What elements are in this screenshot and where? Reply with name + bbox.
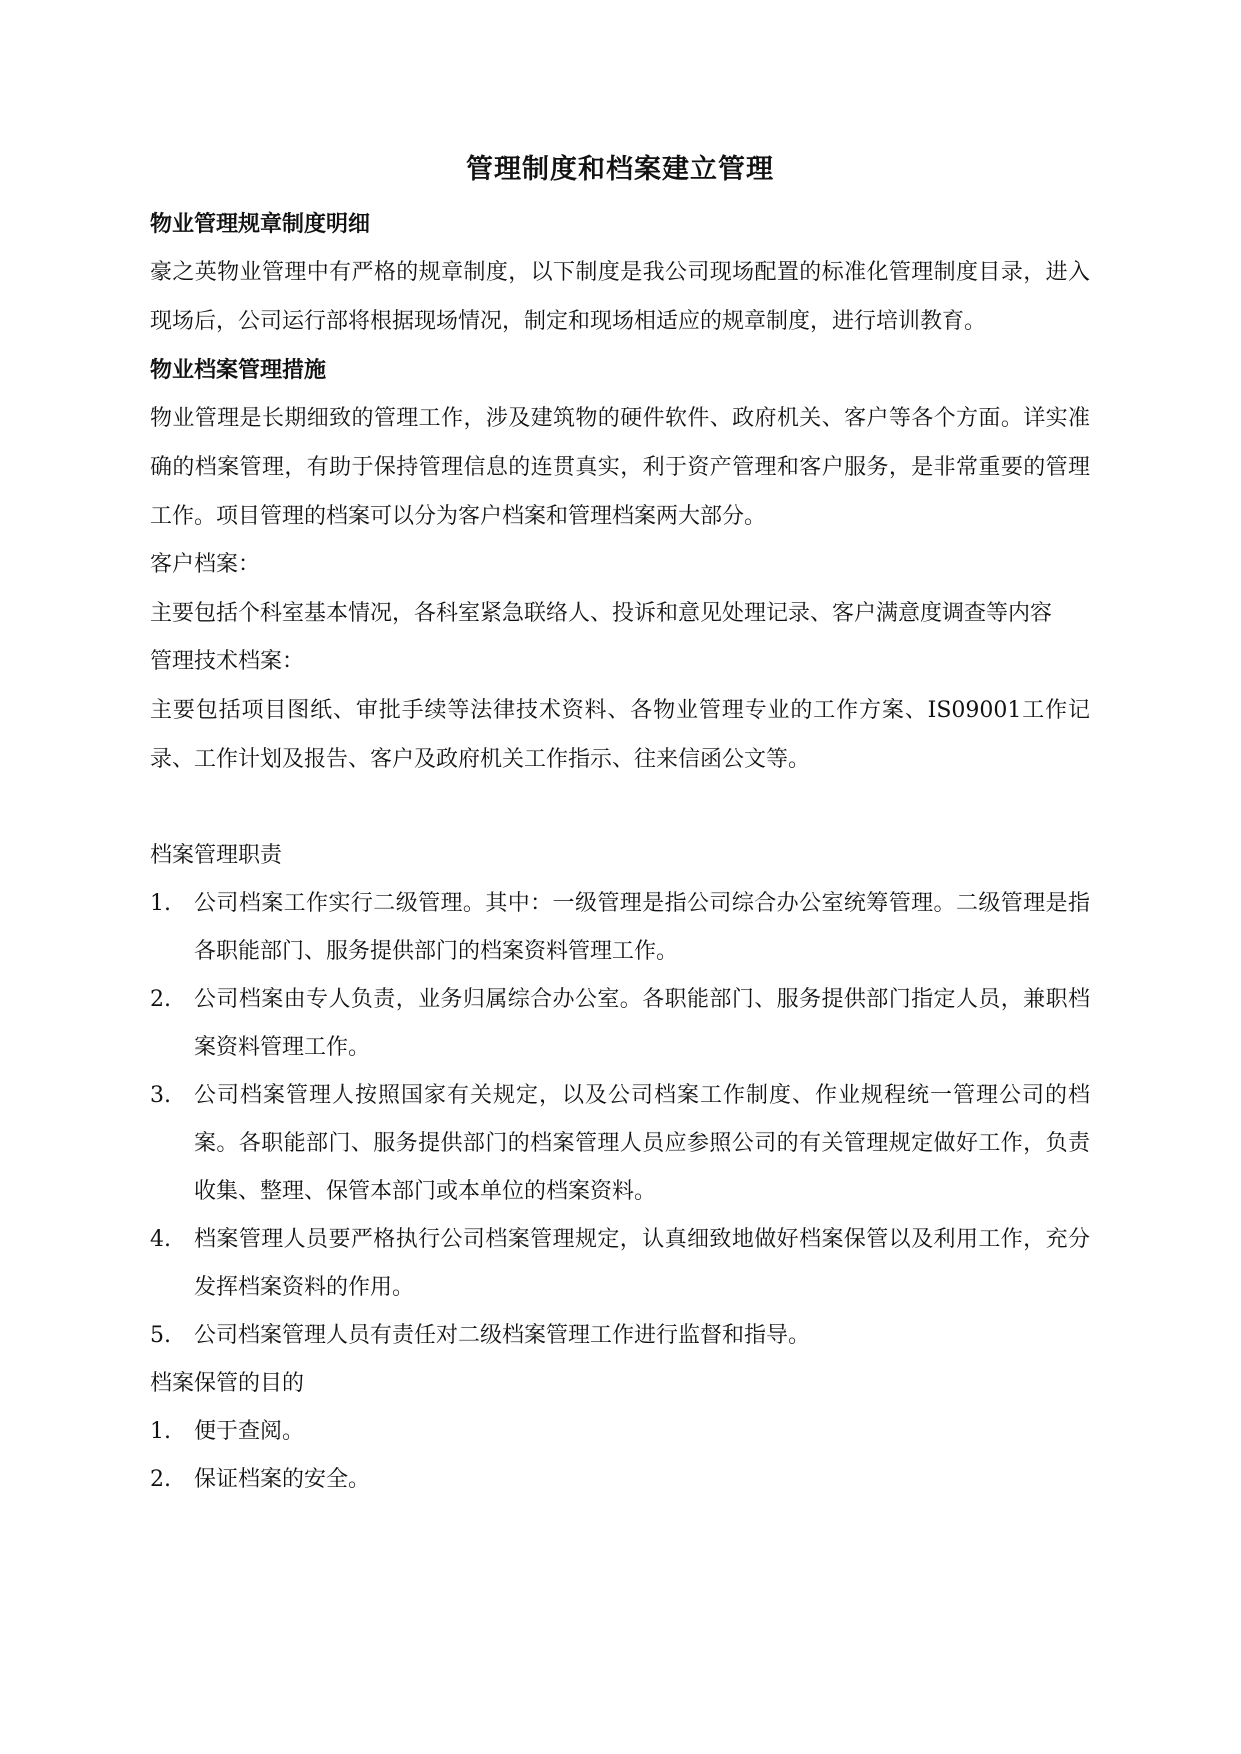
list-item-text: 公司档案由专人负责，业务归属综合办公室。各职能部门、服务提供部门指定人员，兼职档案资料管理工作。 xyxy=(194,987,1090,1060)
section-heading-archive-measures: 物业档案管理措施 xyxy=(150,357,327,383)
section-heading-archive-purpose: 档案保管的目的 xyxy=(150,1371,305,1396)
list-item xyxy=(150,976,1090,1072)
list-item-number: 3. xyxy=(150,1083,171,1108)
list-item xyxy=(150,1408,1090,1456)
list-item-text: 保证档案的安全。 xyxy=(194,1467,371,1492)
list-item-number: 1. xyxy=(150,891,171,916)
list-item-number: 1. xyxy=(150,1419,171,1444)
list-item-text: 公司档案管理人按照国家有关规定，以及公司档案工作制度、作业规程统一管理公司的档案。各职能部门、服务提供部门的档案管理人员应参照公司的有关管理规定做好工作，负责收集、整理、保管本部门或本单位的档案资料。 xyxy=(194,1083,1090,1204)
list-item-number: 4. xyxy=(150,1227,171,1252)
list-item-number: 2. xyxy=(150,987,171,1012)
list-item xyxy=(150,1312,1090,1360)
list-item xyxy=(150,1216,1090,1312)
list-item-number: 2. xyxy=(150,1467,171,1492)
purpose-list xyxy=(150,1408,1090,1504)
list-item-text: 公司档案管理人员有责任对二级档案管理工作进行监督和指导。 xyxy=(194,1323,811,1348)
list-item xyxy=(150,1072,1090,1216)
customer-archive-label: 客户档案： xyxy=(150,552,261,577)
list-item-number: 5. xyxy=(150,1323,171,1348)
section-heading-rules: 物业管理规章制度明细 xyxy=(150,211,371,237)
paragraph-archive-measures: 物业管理是长期细致的管理工作，涉及建筑物的硬件软件、政府机关、客户等各个方面。详实准确的档案管理，有助于保持管理信息的连贯真实，利于资产管理和客户服务，是非常重要的管理工作。项目管理的档案可以分为客户档案和管理档案两大部分。 xyxy=(150,406,1090,529)
list-item xyxy=(150,1456,1090,1504)
list-item xyxy=(150,880,1090,976)
paragraph-rules: 豪之英物业管理中有严格的规章制度，以下制度是我公司现场配置的标准化管理制度目录，进入现场后，公司运行部将根据现场情况，制定和现场相适应的规章制度，进行培训教育。 xyxy=(150,260,1090,334)
list-item-text: 档案管理人员要严格执行公司档案管理规定，认真细致地做好档案保管以及利用工作，充分发挥档案资料的作用。 xyxy=(194,1227,1090,1300)
section-heading-responsibilities: 档案管理职责 xyxy=(150,843,283,868)
tech-archive-label: 管理技术档案： xyxy=(150,649,305,674)
list-item-text: 便于查阅。 xyxy=(194,1419,305,1444)
customer-archive-text: 主要包括个科室基本情况，各科室紧急联络人、投诉和意见处理记录、客户满意度调查等内容 xyxy=(150,601,1053,626)
responsibilities-list xyxy=(150,880,1090,1360)
blank-line xyxy=(150,784,1090,832)
tech-archive-text: 主要包括项目图纸、审批手续等法律技术资料、各物业管理专业的工作方案、IS09001工作记录、工作计划及报告、客户及政府机关工作指示、往来信函公文等。 xyxy=(150,698,1090,772)
document-page xyxy=(150,148,1090,1504)
document-title: 管理制度和档案建立管理 xyxy=(466,154,774,185)
list-item-text: 公司档案工作实行二级管理。其中：一级管理是指公司综合办公室统筹管理。二级管理是指各职能部门、服务提供部门的档案资料管理工作。 xyxy=(194,891,1090,964)
